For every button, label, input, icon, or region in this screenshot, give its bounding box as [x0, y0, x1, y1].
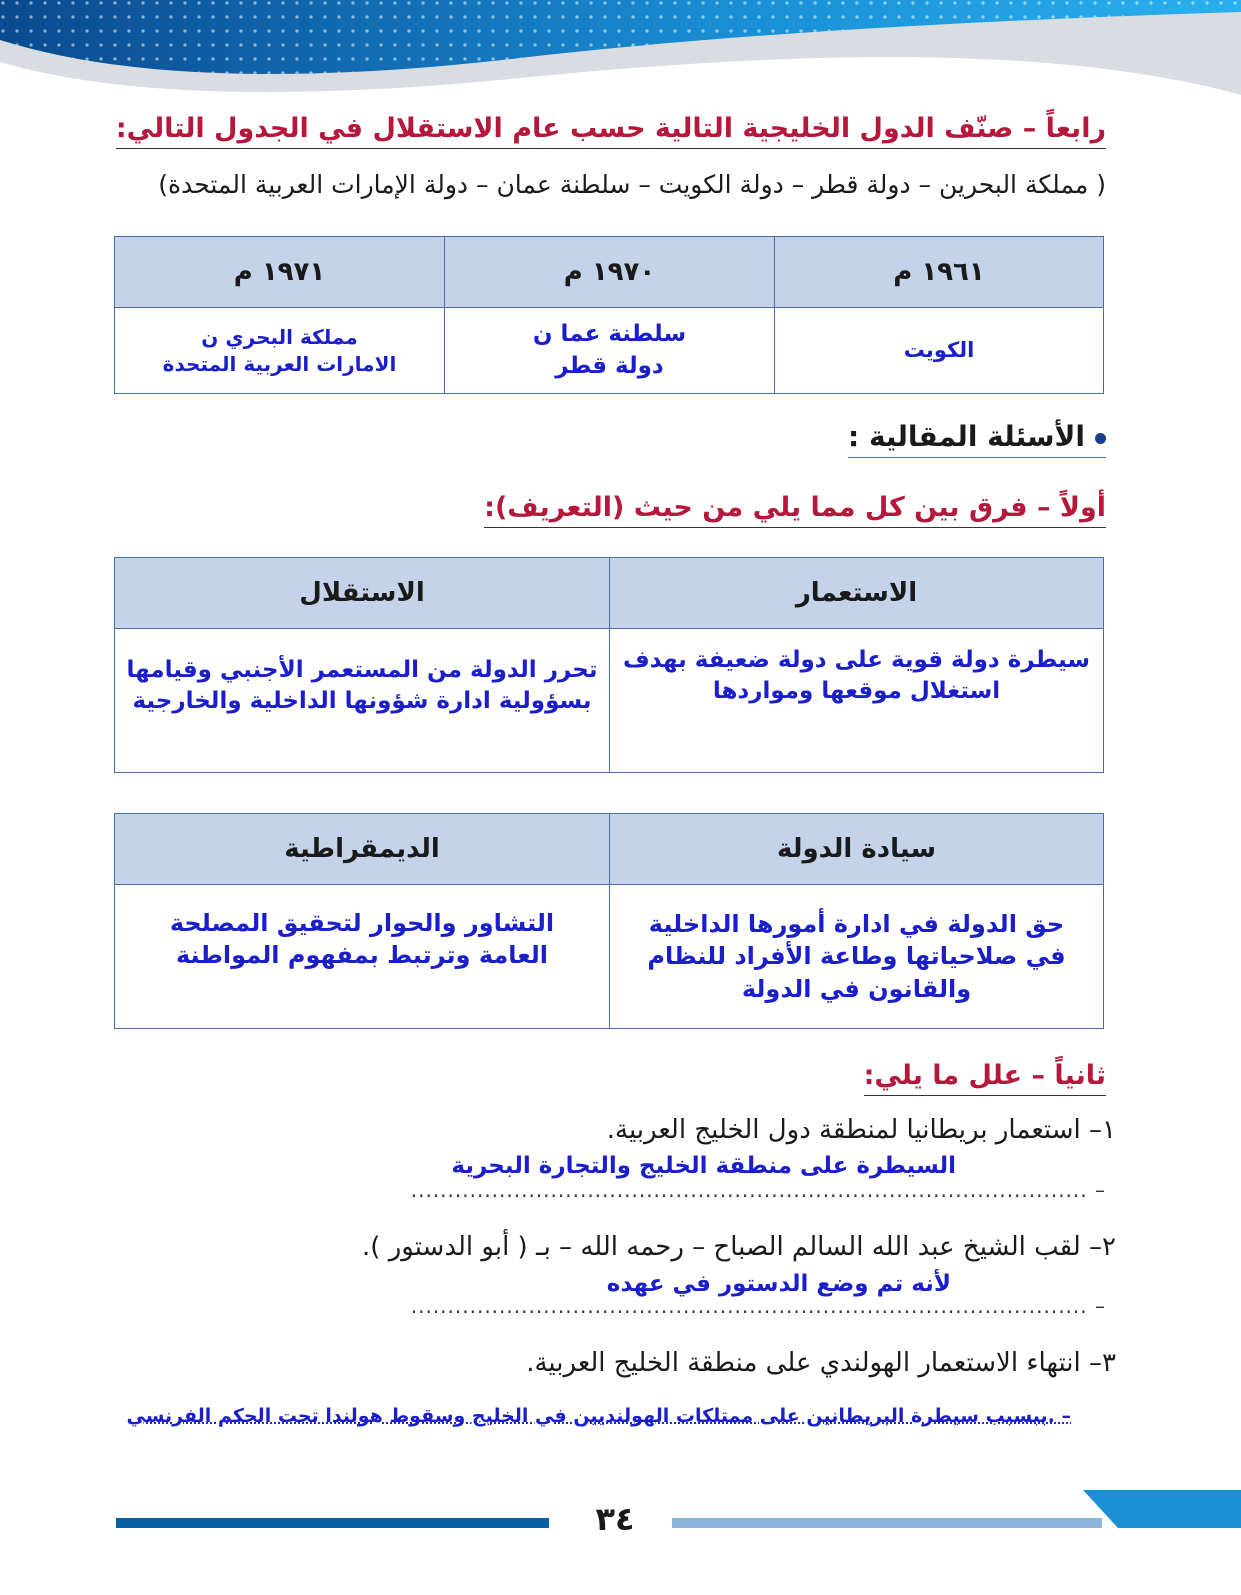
- country-uae: الامارات العربية المتحدة: [162, 351, 397, 376]
- country-bahrain: مملكة البحري ن: [201, 324, 358, 349]
- definition-table-2: [114, 813, 1104, 1029]
- header-democracy: الديمقراطية: [115, 814, 610, 885]
- def-sovereignty-line-2: في صلاحياتها وطاعة الأفراد للنظام: [647, 942, 1066, 971]
- question-1-dots: – ............................................................................................: [410, 1178, 1106, 1202]
- def-independence-line-1: تحرر الدولة من المستعمر الأجنبي وقيامها: [126, 657, 598, 683]
- question-2-answer: لأنه تم وضع الدستور في عهده: [606, 1271, 951, 1297]
- section-title-classify: رابعاً – صنّف الدول الخليجية التالية حسب عام الاستقلال في الجدول التالي:: [116, 113, 1106, 149]
- def-sovereignty-line-3: والقانون في الدولة: [741, 974, 972, 1003]
- question-2-dots: – ............................................................................................: [410, 1294, 1106, 1318]
- question-3-text: ٣– انتهاء الاستعمار الهولندي على منطقة الخليج العربية.: [526, 1348, 1116, 1378]
- section-title-justify: ثانياً – علل ما يلي:: [864, 1060, 1106, 1096]
- country-oman: سلطنة عما ن: [532, 321, 687, 348]
- header-wave-decoration: [0, 0, 1241, 120]
- bullet-icon: [1095, 433, 1106, 444]
- cell-1971: [115, 308, 445, 394]
- essay-heading-text: الأسئلة المقالية :: [848, 420, 1085, 453]
- def-democracy: [115, 885, 610, 1029]
- def-colonialism: [610, 629, 1104, 773]
- question-2-text: ٢– لقب الشيخ عبد الله السالم الصباح – رحمه الله – بـ ( أبو الدستور ).: [362, 1232, 1116, 1262]
- year-header-1970: ١٩٧٠ م: [445, 237, 775, 308]
- question-1-answer: السيطرة على منطقة الخليج والتجارة البحرية: [451, 1153, 956, 1179]
- def-independence: [115, 629, 610, 773]
- question-3-answer: – .ببسبب سيطرة البريطانين على ممتلكات الهولنديين في الخليج وسقوط هولندا تحت الحكم الفرنسي: [126, 1405, 1071, 1427]
- year-header-1971: ١٩٧١ م: [115, 237, 445, 308]
- header-state-sovereignty: سيادة الدولة: [610, 814, 1104, 885]
- def-democracy-line-1: التشاور والحوار لتحقيق المصلحة: [169, 909, 555, 937]
- cell-1970: [445, 308, 775, 394]
- country-kuwait: الكويت: [903, 338, 975, 363]
- section-title-differentiate: [484, 492, 1106, 528]
- def-democracy-line-2: العامة وترتبط بمفهوم المواطنة: [175, 941, 549, 970]
- def-independence-line-2: بسؤولية ادارة شؤونها الداخلية والخارجية: [132, 688, 592, 715]
- header-independence: الاستقلال: [115, 558, 610, 629]
- question-1-text: ١– استعمار بريطانيا لمنطقة دول الخليج العربية.: [606, 1115, 1116, 1145]
- header-colonialism: الاستعمار: [610, 558, 1104, 629]
- def-colonialism-line-2: استغلال موقعها ومواردها: [712, 678, 1001, 705]
- def-state-sovereignty: [610, 885, 1104, 1029]
- cell-1961: [775, 308, 1104, 394]
- differentiate-title-text: أولاً – فرق بين كل مما يلي من حيث (التعريف):: [484, 492, 1106, 523]
- country-list: ( مملكة البحرين – دولة قطر – دولة الكويت – سلطنة عمان – دولة الإمارات العربية المتحدة): [158, 170, 1106, 199]
- def-sovereignty-line-1: حق الدولة في ادارة أمورها الداخلية: [648, 909, 1065, 938]
- definition-table-1: [114, 557, 1104, 773]
- independence-year-table: [114, 236, 1104, 394]
- year-header-1961: ١٩٦١ م: [775, 237, 1104, 308]
- def-colonialism-line-1: سيطرة دولة قوية على دولة ضعيفة بهدف: [622, 647, 1091, 673]
- page-number: ٣٤: [595, 1500, 635, 1538]
- essay-questions-heading: [848, 420, 1106, 458]
- country-qatar: دولة قطر: [555, 352, 664, 379]
